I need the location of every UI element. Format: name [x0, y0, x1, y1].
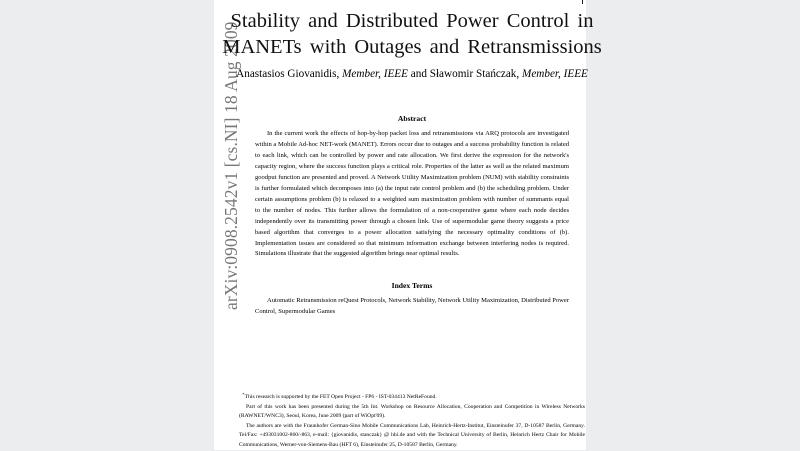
footnote-affiliation: The authors are with the Fraunhofer German-Sino Mobile Communications Lab, Heinrich-Hertz-Institut, Einsteinufer 37, D-10587 Berlin, Germany. Tel/Fax: +493031002-860/-863, e-mail: {giovanidis, stanczak} @ hhi.de and with the Technical University of Berlin, Heinrich Hertz Chair for Mobile Communications, Werner-von-Siemens-Bau (HFT 6), Einsteinufer 25, D-10587 Berlin, Germany. — [239, 422, 585, 448]
index-terms-heading: Index Terms — [391, 281, 433, 290]
abstract-text: In the current work the effects of hop-by-hop packet loss and retransmissions via ARQ protocols are investigated within a Mobile Ad-hoc NET-work (MANET). Errors occur due to outages and a success probability function is related to each link, which can be controlled by power and rate allocation. We first derive the expression for the network's capacity region, where the success function plays a critical role. Properties of the latter as well as the related maximum goodput function are presented and proved. A Network Utility Maximization problem (NUM) with stability constraints is further formulated which decomposes into (a) the input rate control problem and (b) the scheduling problem. Under certain assumptions problem (b) is relaxed to a weighted sum maximization problem with number of summants equal to the number of nodes. This further allows the formulation of a non-cooperative game where each node decides independently over its transmitting power through a chosen link. Use of supermodular game theory suggests a price based algorithm that converges to a power allocation satisfying the necessary optimality conditions of (b). Implementation issues are considered so that minimum information exchange between interfering nodes is required. Simulations illustrate that the suggested algorithm brings near optimal results. — [255, 130, 569, 258]
paper-title: Stability and Distributed Power Control in MANETs with Outages and Retransmissions — [222, 10, 602, 58]
footnote-funding-text: This research is supported by the FET Open Project - FP6 - IST-034413 NetReFound. — [244, 394, 437, 400]
footnote-funding — [239, 393, 585, 403]
page-edge-mark — [582, 0, 583, 4]
footnote-marker: ∗ — [242, 391, 245, 397]
abstract-heading: Abstract — [397, 114, 427, 123]
arxiv-identifier: arXiv:0908.2542v1 [cs.NI] 18 Aug 2009 — [221, 21, 241, 310]
author-conjunction: and — [410, 68, 427, 80]
author-2-name: Sławomir Stańczak, — [429, 68, 520, 80]
author-1-affiliation: Member, IEEE — [342, 68, 408, 80]
author-1-name: Anastasios Giovanidis, — [236, 68, 340, 80]
footnotes — [239, 393, 585, 451]
index-terms-text: Automatic Retransmission reQuest Protocols, Network Stability, Network Utility Maximization, Distributed Power Control, Supermodular Games — [255, 297, 569, 315]
author-2-affiliation: Member, IEEE — [522, 68, 588, 80]
author-line — [214, 67, 610, 81]
footnote-presentation: Part of this work has been presented during the 5th Int. Workshop on Resource Allocation, Cooperation and Competition in Wireless Networks (RAWNET/WNC3), Seoul, Korea, June 2009 (part of WiOpt'09). — [239, 403, 585, 420]
